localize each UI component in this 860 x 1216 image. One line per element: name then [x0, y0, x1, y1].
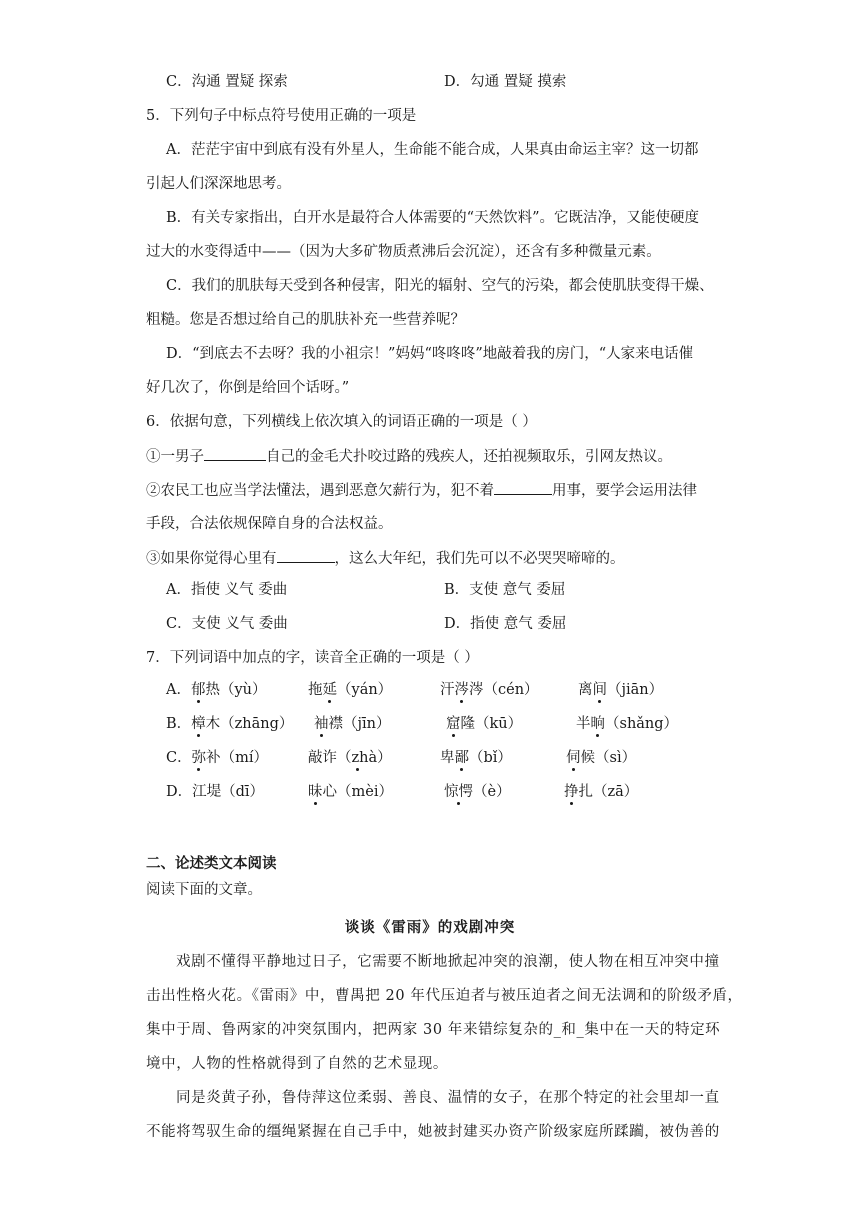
- q6-sentence-2-line2: 手段，合法依规保障自身的合法权益。: [146, 516, 393, 532]
- q5-option-b-line1: B．有关专家指出，白开水是最符合人体需要的“天然饮料”。它既洁净，又能使硬度: [166, 210, 699, 226]
- q7-b-item4: [576, 714, 678, 734]
- q7-b-item2: [314, 714, 390, 734]
- text-fragment: 拖: [308, 682, 323, 698]
- q7-b-item3: [446, 714, 522, 734]
- q5-option-d-line1: D．“到底去不去呀？我的小祖宗！”妈妈“咚咚咚”地敲着我的房门，“人家来电话催: [166, 346, 694, 362]
- text-fragment: 卑: [440, 750, 455, 766]
- q7-a-item2: [308, 680, 392, 700]
- q6-sentence-3: [146, 548, 625, 569]
- dotted-char: 晌: [590, 716, 605, 732]
- q6-s3-pre: ③如果你觉得心里有: [146, 551, 277, 567]
- dotted-char: 延: [322, 682, 337, 698]
- text-fragment: 离: [578, 682, 593, 698]
- dotted-char: 惊愕: [444, 784, 473, 800]
- text-fragment: 扎（zā）: [578, 784, 639, 800]
- dotted-char: 伺: [566, 750, 581, 766]
- text-fragment: 襟（jīn）: [328, 716, 391, 732]
- q5-option-a-line1: A．茫茫宇宙中到底有没有外星人，生命能不能合成，人果真由命运主宰？这一切都: [166, 142, 699, 158]
- text-fragment: 心（mèi）: [322, 784, 393, 800]
- text-fragment: 木（zhāng）: [205, 716, 294, 732]
- q7-c-item3: [440, 748, 512, 768]
- article-p1-line2: 击出性格火花。《雷雨》中，曹禺把 20 年代压迫者与被压迫者之间无法调和的阶级矛盾，: [146, 988, 743, 1004]
- q7-a-item1: [166, 680, 267, 700]
- article-p2-line2: 不能将驾驭生命的缰绳紧握在自己手中，她被封建买办资产阶级家庭所蹂躏，被伪善的: [146, 1124, 720, 1140]
- q7-c-item2: [308, 748, 392, 768]
- fill-blank: [204, 446, 266, 461]
- dotted-char: 袖: [314, 716, 329, 732]
- text-fragment: 隆（kū）: [460, 716, 523, 732]
- article-p1-line3: 集中于周、鲁两家的冲突氛围内，把两家 30 年来错综复杂的_和_集中在一天的特定环: [146, 1022, 721, 1038]
- text-fragment: （jiān）: [607, 682, 664, 698]
- q6-option-a: A．指使 义气 委曲: [166, 582, 288, 598]
- q6-sentence-2: [146, 480, 697, 501]
- dotted-char: 弥: [191, 750, 207, 766]
- q7-a-item3: [440, 680, 539, 700]
- q6-s1-post: 自己的金毛犬扑咬过路的残疾人，还拍视频取乐，引网友热议。: [266, 449, 672, 465]
- q7-c-item1: [166, 748, 268, 768]
- fill-blank: [494, 480, 552, 495]
- text-fragment: （è）: [473, 784, 511, 800]
- dotted-char: 郁: [190, 682, 206, 698]
- q6-option-c: C．支使 义气 委曲: [166, 616, 288, 632]
- q6-s3-post: ，这么大年纪，我们先可以不必哭哭啼啼的。: [334, 551, 625, 567]
- q7-a-item4: [578, 680, 663, 700]
- article-title: 谈谈《雷雨》的戏剧冲突: [344, 919, 516, 936]
- text-fragment: 半: [576, 716, 591, 732]
- dotted-char: 鄙: [454, 750, 469, 766]
- q5-option-c-line2: 粗糙。您是否想过给自己的肌肤补充一些营养呢？: [146, 312, 465, 328]
- section-heading: 二、论述类文本阅读: [146, 856, 277, 872]
- text-fragment: 汗: [440, 682, 455, 698]
- text-fragment: 江堤（dī）: [192, 784, 265, 800]
- text-fragment: D．: [166, 784, 193, 800]
- text-fragment: 候（sì）: [580, 750, 637, 766]
- text-fragment: （bǐ）: [469, 750, 512, 766]
- dotted-char: 昧: [308, 784, 323, 800]
- article-p1-line1: 戏剧不懂得平静地过日子，它需要不断地掀起冲突的浪潮，使人物在相互冲突中撞: [176, 954, 720, 970]
- q5-option-b-line2: 过大的水变得适中——（因为大多矿物质煮沸后会沉淀），还含有多种微量元素。: [146, 244, 661, 260]
- text-fragment: 涔（cén）: [469, 682, 539, 698]
- text-fragment: C．: [166, 750, 192, 766]
- q7-stem: 7．下列词语中加点的字，读音全正确的一项是（ ）: [146, 650, 479, 666]
- q7-d-item1: [166, 782, 264, 802]
- q7-c-item4: [566, 748, 636, 768]
- q5-stem: 5．下列句子中标点符号使用正确的一项是: [146, 108, 417, 124]
- text-fragment: （yán）: [337, 682, 393, 698]
- dotted-char: 间: [592, 682, 607, 698]
- dotted-char: 樟: [191, 716, 206, 732]
- q6-stem: 6．依据句意，下列横线上依次填入的词语正确的一项是（ ）: [146, 414, 537, 430]
- text-fragment: （shǎng）: [605, 716, 679, 732]
- section-instruction: 阅读下面的文章。: [146, 882, 262, 898]
- q6-s2-post: 用事，要学会运用法律: [552, 483, 697, 499]
- text-fragment: 补（mí）: [206, 750, 268, 766]
- q4-option-d: D．勾通 置疑 摸索: [444, 74, 567, 90]
- q7-d-item2: [308, 782, 393, 802]
- q7-b-item1: [166, 714, 293, 734]
- q7-d-item3: [444, 782, 511, 802]
- article-p1-line4: 境中，人物的性格就得到了自然的艺术显现。: [146, 1056, 448, 1072]
- q5-option-c-line1: C．我们的肌肤每天受到各种侵害，阳光的辐射、空气的污染，都会使肌肤变得干燥、: [166, 278, 714, 294]
- dotted-char: 窟: [446, 716, 461, 732]
- dotted-char: 涔: [454, 682, 469, 698]
- q5-option-a-line2: 引起人们深深地思考。: [146, 176, 291, 192]
- q7-d-item4: [564, 782, 638, 802]
- q6-s2-pre: ②农民工也应当学法懂法，遇到恶意欠薪行为，犯不着: [146, 483, 494, 499]
- q6-sentence-1: [146, 446, 672, 467]
- q6-option-b: B．支使 意气 委屈: [444, 582, 566, 598]
- q4-option-c: C．沟通 置疑 探索: [166, 74, 288, 90]
- q5-option-d-line2: 好几次了，你倒是给回个话呀。”: [146, 380, 350, 396]
- dotted-char: 挣: [564, 784, 579, 800]
- text-fragment: B．: [166, 716, 192, 732]
- text-fragment: A．: [166, 682, 191, 698]
- q6-option-d: D．指使 意气 委屈: [444, 616, 567, 632]
- fill-blank: [277, 548, 335, 563]
- text-fragment: 敲: [308, 750, 323, 766]
- q6-s1-pre: ①一男子: [146, 449, 204, 465]
- article-p2-line1: 同是炎黄子孙，鲁侍萍这位柔弱、善良、温情的女子，在那个特定的社会里却一直: [176, 1090, 720, 1106]
- text-fragment: 热（yù）: [205, 682, 267, 698]
- dotted-char: 诈（zhà）: [322, 750, 392, 766]
